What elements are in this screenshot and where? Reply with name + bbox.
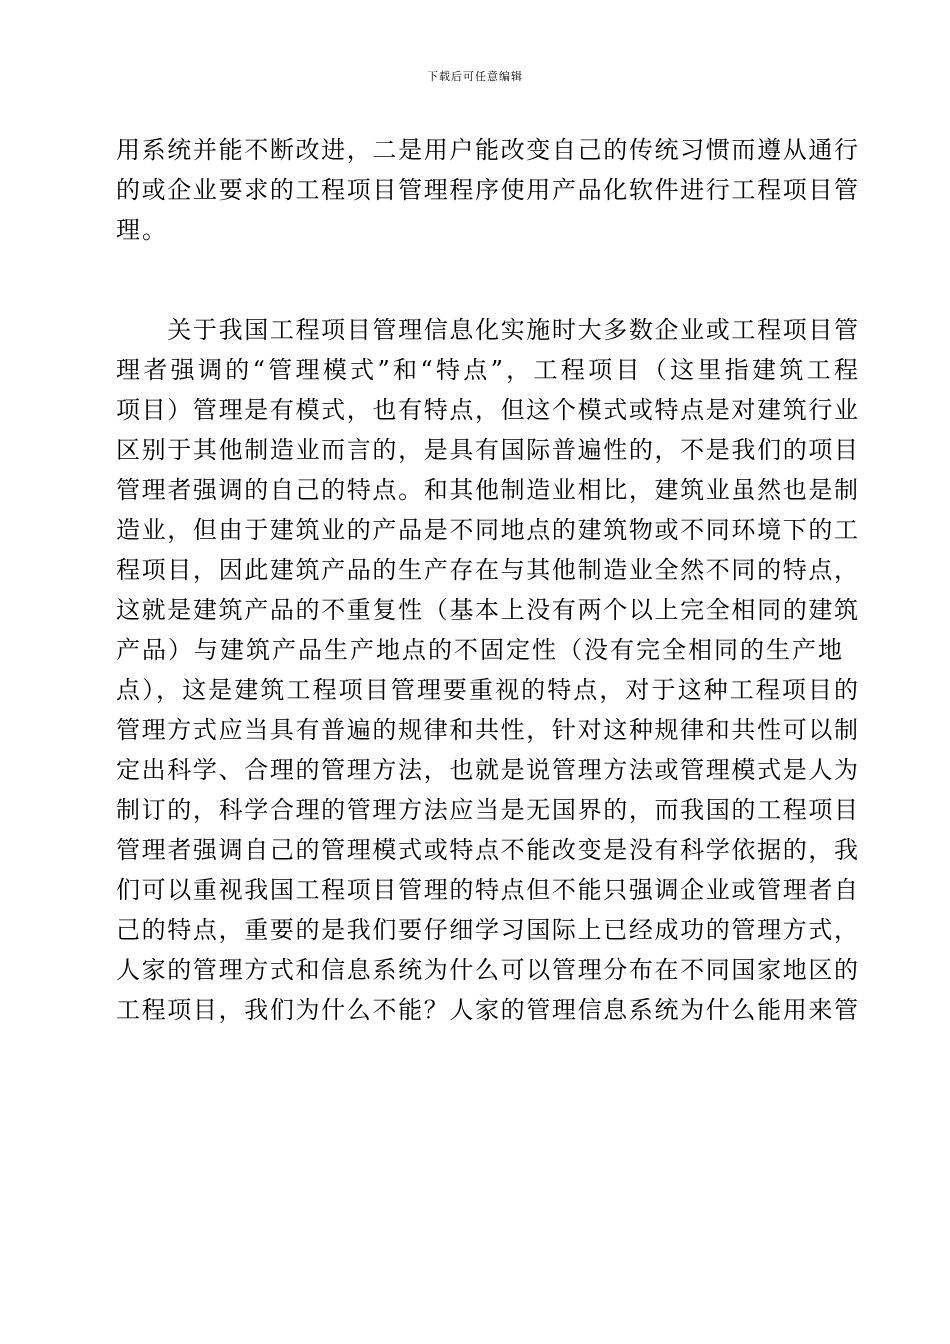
page-header: 下载后可任意编辑 xyxy=(427,70,523,83)
paragraph-1 xyxy=(116,130,858,250)
text-line: 项目）管理是有模式，也有特点，但这个模式或特点是对建筑行业 xyxy=(116,396,858,424)
text-line: 们可以重视我国工程项目管理的特点但不能只强调企业或管理者自 xyxy=(116,876,858,904)
text-line: 理者强调的“管理模式”和“特点”，工程项目（这里指建筑工程 xyxy=(116,356,858,384)
text-line: 人家的管理方式和信息系统为什么可以管理分布在不同国家地区的 xyxy=(116,956,858,984)
text-line: 的或企业要求的工程项目管理程序使用产品化软件进行工程项目管 xyxy=(116,176,858,204)
paragraph-2 xyxy=(116,310,858,1030)
text-line: 用系统并能不断改进，二是用户能改变自己的传统习惯而遵从通行 xyxy=(116,136,858,164)
text-line: 管理者强调的自己的特点。和其他制造业相比，建筑业虽然也是制 xyxy=(116,476,858,504)
text-line: 程项目，因此建筑产品的生产存在与其他制造业全然不同的特点， xyxy=(116,556,858,584)
text-line: 己的特点，重要的是我们要仔细学习国际上已经成功的管理方式， xyxy=(116,916,858,944)
text-line: 区别于其他制造业而言的，是具有国际普遍性的，不是我们的项目 xyxy=(116,436,858,464)
text-line: 管理方式应当具有普遍的规律和共性，针对这种规律和共性可以制 xyxy=(116,716,858,744)
text-line: 管理者强调自己的管理模式或特点不能改变是没有科学依据的，我 xyxy=(116,836,858,864)
text-line: 工程项目，我们为什么不能？人家的管理信息系统为什么能用来管 xyxy=(116,996,858,1024)
text-line: 点），这是建筑工程项目管理要重视的特点，对于这种工程项目的 xyxy=(116,676,858,704)
text-line: 制订的，科学合理的管理方法应当是无国界的，而我国的工程项目 xyxy=(116,796,858,824)
text-line: 理。 xyxy=(116,216,168,244)
text-line: 产品）与建筑产品生产地点的不固定性（没有完全相同的生产地 xyxy=(116,636,844,664)
text-line: 关于我国工程项目管理信息化实施时大多数企业或工程项目管 xyxy=(116,316,858,344)
text-line: 定出科学、合理的管理方法，也就是说管理方法或管理模式是人为 xyxy=(116,756,858,784)
text-line: 造业，但由于建筑业的产品是不同地点的建筑物或不同环境下的工 xyxy=(116,516,858,544)
text-line: 这就是建筑产品的不重复性（基本上没有两个以上完全相同的建筑 xyxy=(116,596,858,624)
